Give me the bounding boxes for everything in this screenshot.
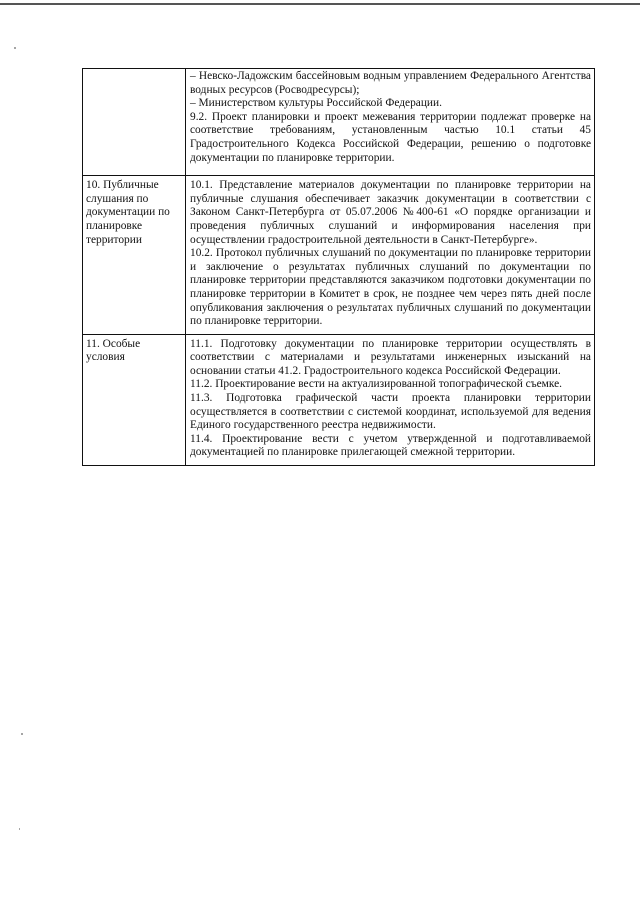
- section-content-cell: [186, 176, 595, 335]
- paragraph: 11.4. Проектирование вести с учетом утвержденной и подготавливаемой документацией по планировке прилегающей смежной территории.: [190, 432, 591, 459]
- section-label: 10. Публичные слушания по документации по планировке территории: [86, 179, 170, 246]
- scan-speck: [14, 47, 16, 49]
- section-label-cell: [83, 69, 186, 176]
- requirements-table: [82, 68, 595, 466]
- scan-speck: [21, 733, 23, 735]
- paragraph: – Невско-Ладожским бассейновым водным управлением Федерального Агентства водных ресурсов (Росводресурсы);: [190, 70, 591, 96]
- paragraph: 9.2. Проект планировки и проект межевания территории подлежат проверке на соответствие требованиям, установленным частью 10.1 статьи 45 Градостроительного Кодекса Российской Федерации, решению о подготовке документации по планировке территории.: [190, 110, 591, 164]
- scan-top-edge-line: [0, 3, 640, 5]
- paragraph: 11.1. Подготовку документации по планировке территории осуществлять в соответствии с материалами и результатами инженерных изысканий на основании статьи 41.2. Градостроительного кодекса Российской Федерации.: [190, 337, 591, 377]
- table-row: [83, 69, 595, 176]
- section-content-cell: [186, 69, 595, 176]
- paragraph: 11.3. Подготовка графической части проекта планировки территории осуществляется в соответствии с системой координат, используемой для ведения Единого государственного реестра недвижимости.: [190, 392, 591, 432]
- paragraph: 10.2. Протокол публичных слушаний по документации по планировке территории и заключение о результатах публичных слушаний по документации по планировке территории представляются заказчиком подготовки документации по планировке территории в Комитет в срок, не позднее чем через пять дней после опубликования заключения о результатах публичных слушаний по документации по планировке территории.: [190, 247, 591, 328]
- scan-speck: [19, 828, 20, 830]
- section-label-cell: [83, 334, 186, 465]
- section-label-cell: [83, 176, 186, 335]
- paragraph: 11.2. Проектирование вести на актуализированной топографической съемке.: [190, 378, 563, 391]
- section-label: 11. Особые условия: [86, 337, 141, 364]
- paragraph: – Министерством культуры Российской Федерации.: [190, 97, 442, 110]
- table-row: [83, 176, 595, 335]
- paragraph: 10.1. Представление материалов документации по планировке территории на публичные слушания обеспечивает заказчик документации в соответствии с Законом Санкт-Петербурга от 05.07.2006 №400-61 «О порядке организации и проведения публичных слушаний и информирования населения при осуществлении градостроительной деятельности в Санкт-Петербурге».: [190, 179, 591, 246]
- table-row: [83, 334, 595, 465]
- section-content-cell: [186, 334, 595, 465]
